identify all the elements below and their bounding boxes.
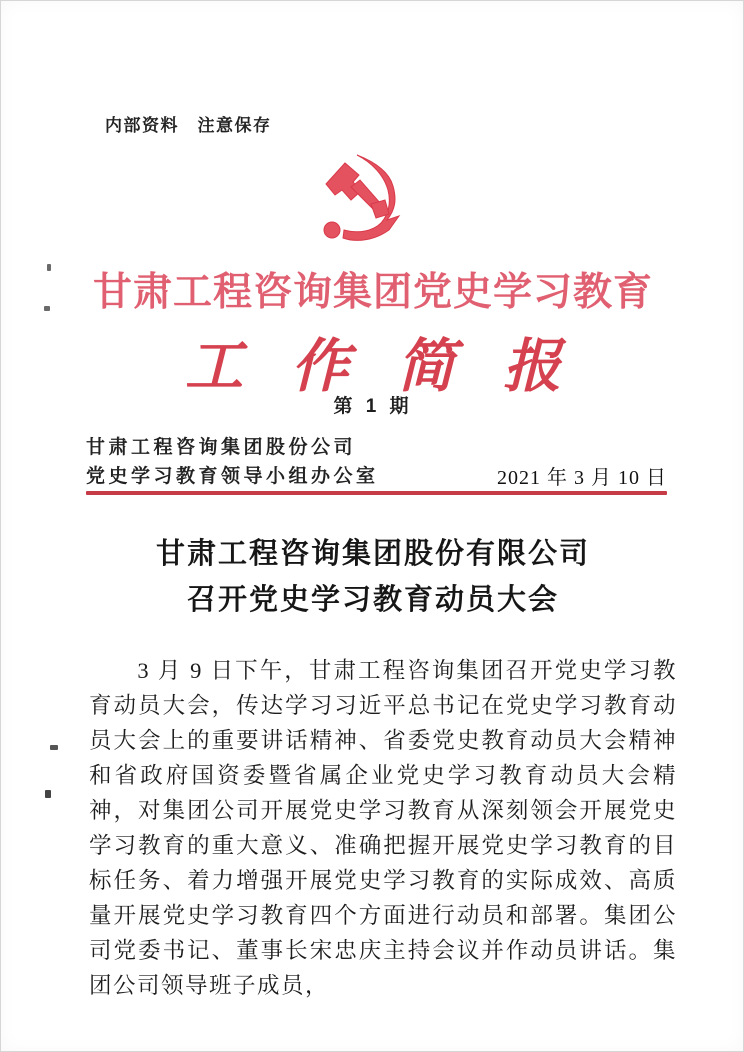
scan-speck (50, 745, 58, 750)
issue-date: 2021 年 3 月 10 日 (497, 467, 667, 489)
article-title-line2: 召开党史学习教育动员大会 (186, 584, 559, 616)
scan-speck (44, 306, 50, 311)
party-emblem-icon (323, 153, 403, 247)
scan-speck (47, 264, 51, 271)
scan-speck (45, 790, 51, 798)
article-body-paragraph: 3 月 9 日下午，甘肃工程咨询集团召开党史学习教育动员大会，传达学习习近平总书记在党史学习教育动员大会上的重要讲话精神、省委党史教育动员大会精神和省政府国资委暨省属企业党史学习教育动员大会精神，对集团公司开展党史学习教育从深刻领会开展党史学习教育的重大意义、准确把握开展党史学习教育的目标任务、着力增强开展党史学习教育的实际成效、高质量开展党史学习教育四个方面进行动员和部署。集团公司党委书记、董事长宋忠庆主持会议并作动员讲话。集团公司领导班子成员， (89, 658, 677, 998)
issuer-org-line2: 党史学习教育领导小组办公室 (86, 466, 379, 487)
masthead-issuer-bar (86, 433, 667, 491)
issuer-org-line1: 甘肃工程咨询集团股份公司 (86, 437, 357, 458)
masthead-divider-rule (86, 491, 667, 495)
article-title (1, 531, 744, 623)
issue-number: 第 1 期 (333, 396, 413, 417)
classification-label: 内部资料 注意保存 (105, 116, 272, 135)
bulletin-brush-title: 工作简报 (184, 332, 609, 400)
issuer-block (86, 433, 379, 491)
masthead-program-title: 甘肃工程咨询集团党史学习教育 (92, 271, 653, 314)
article-title-line1: 甘肃工程咨询集团股份有限公司 (155, 538, 590, 570)
